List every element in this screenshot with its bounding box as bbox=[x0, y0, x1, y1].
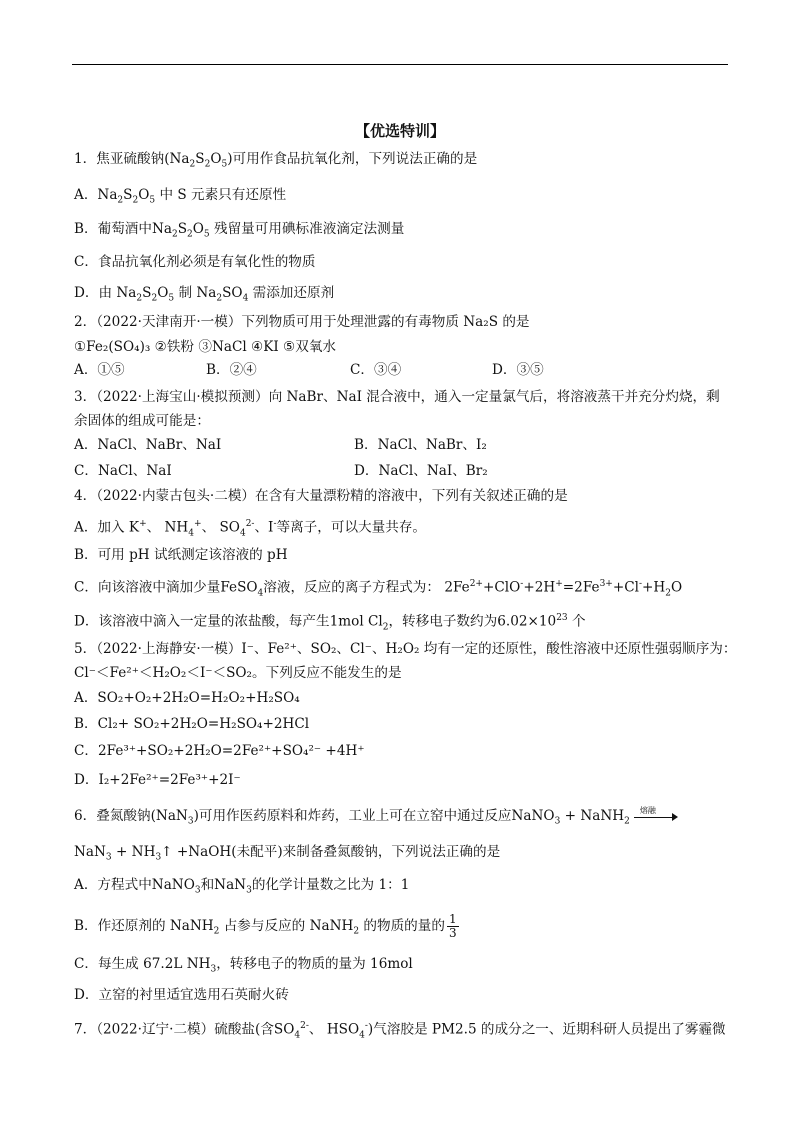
q5-option-d: D．I₂+2Fe²⁺=2Fe³⁺+2I⁻ bbox=[74, 772, 241, 788]
q2-option-b-label: B．②④ bbox=[206, 362, 257, 378]
q3-option-d: D．NaCl、NaI、Br₂ bbox=[354, 463, 488, 479]
q6-option-d: D．立窑的衬里适宜选用石英耐火砖 bbox=[74, 987, 289, 1003]
q6-stem: 6．叠氮酸钠(NaN$_3$)可用作医药原料和炸药，工业上可在立窑中通过反应NaNO$_3$ + NaNH$_2$ 熔融 bbox=[74, 807, 678, 831]
q3-option-b: B．NaCl、NaBr、I₂ bbox=[354, 437, 487, 453]
q4-stem: 4．（2022·内蒙古包头·二模）在含有大量漂粉精的溶液中，下列有关叙述正确的是 bbox=[74, 488, 568, 504]
header-rule bbox=[72, 64, 728, 65]
q6-option-b: B．作还原剂的 NaNH$_2$ 占参与反应的 NaNH$_2$ 的物质的量的 $\frac{1}{3}$ bbox=[74, 912, 457, 940]
q2-option-d: D．③⑤ bbox=[492, 362, 544, 378]
q5-stem-line2: Cl⁻＜Fe²⁺＜H₂O₂＜I⁻＜SO₂。下列反应不能发生的是 bbox=[74, 665, 402, 681]
q1-stem: 1．焦亚硫酸钠$(Na_2S_2O_5)$可用作食品抗氧化剂，下列说法正确的是 bbox=[74, 151, 478, 170]
section-title: 【优选特训】 bbox=[354, 122, 445, 140]
q3-stem-line2: 余固体的组成可能是： bbox=[74, 413, 210, 429]
q4-option-a: A．加入 K+、 $NH_4^+$、 $SO_4^{2-}$、I-等离子，可以大量共存。 bbox=[74, 519, 427, 539]
q3-stem-line1: 3．（2022·上海宝山·模拟预测）向 NaBr、NaI 混合液中，通入一定量氯气后，将溶液蒸干并充分灼烧，剩 bbox=[74, 389, 720, 405]
q7-stem: 7．（2022·辽宁·二模）硫酸盐(含$SO_4^{2-}$、 $HSO_4^-$)气溶胶是 PM2.5 的成分之一、近期科研人员提出了雾霾微 bbox=[74, 1021, 726, 1041]
q5-option-c: C．2Fe³⁺+SO₂+2H₂O=2Fe²⁺+SO₄²⁻ +4H⁺ bbox=[74, 743, 365, 759]
q6-option-a: A．方程式中NaNO$_3$和NaN$_3$的化学计量数之比为 1：1 bbox=[74, 877, 410, 896]
q2-stem: 2．（2022·天津南开·一模）下列物质可用于处理泄露的有毒物质 Na₂S 的是 bbox=[74, 314, 530, 330]
q2-option-a: A．①⑤ bbox=[74, 362, 125, 378]
q2-option-c: C．③④ bbox=[350, 362, 402, 378]
reaction-arrow: 熔融 bbox=[634, 812, 678, 822]
q4-option-d: D．该溶液中滴入一定量的浓盐酸，每产生1mol $Cl_2$，转移电子数约为$6.02\times 10^{23}$ 个 bbox=[74, 613, 586, 633]
q3-option-c: C．NaCl、NaI bbox=[74, 463, 172, 479]
q5-stem-line1: 5．（2022·上海静安·一模）I⁻、Fe²⁺、SO₂、Cl⁻、H₂O₂ 均有一定的还原性，酸性溶液中还原性强弱顺序为： bbox=[74, 641, 737, 657]
q5-option-b: B．Cl₂+ SO₂+2H₂O=H₂SO₄+2HCl bbox=[74, 716, 310, 732]
q1-option-d: D．由 $Na_2S_2O_5$ 制 $Na_2SO_4$ 需添加还原剂 bbox=[74, 285, 335, 304]
q1-option-b: B．葡萄酒中$Na_2S_2O_5$ 残留量可用碘标准液滴定法测量 bbox=[74, 221, 405, 240]
q2-items: ①Fe₂(SO₄)₃ ②铁粉 ③NaCl ④KI ⑤双氧水 bbox=[74, 339, 337, 355]
q6-stem-line2: $NaN_3 + NH_3↑$ +NaOH(未配平)来制备叠氮酸钠，下列说法正确的是 bbox=[74, 844, 501, 863]
q3-option-a: A．NaCl、NaBr、NaI bbox=[74, 437, 222, 453]
fraction-one-third: $\frac{1}{3}$ bbox=[448, 912, 457, 940]
q6-option-c: C．每生成 67.2L $NH_3$，转移电子的物质的量为 16mol bbox=[74, 956, 413, 975]
q4-option-b: B．可用 pH 试纸测定该溶液的 pH bbox=[74, 547, 288, 563]
q4-option-c: C．向该溶液中滴加少量FeSO$_4$溶液，反应的离子方程式为： $2Fe^{2+}+ClO^-+2H^+=2Fe^{3+}+Cl^-+H_2O$ bbox=[74, 579, 683, 599]
q1-option-a: A．$Na_2S_2O_5$ 中 S 元素只有还原性 bbox=[74, 187, 287, 206]
q5-option-a: A．SO₂+O₂+2H₂O=H₂O₂+H₂SO₄ bbox=[74, 690, 300, 706]
q1-option-c: C．食品抗氧化剂必须是有氧化性的物质 bbox=[74, 254, 316, 270]
